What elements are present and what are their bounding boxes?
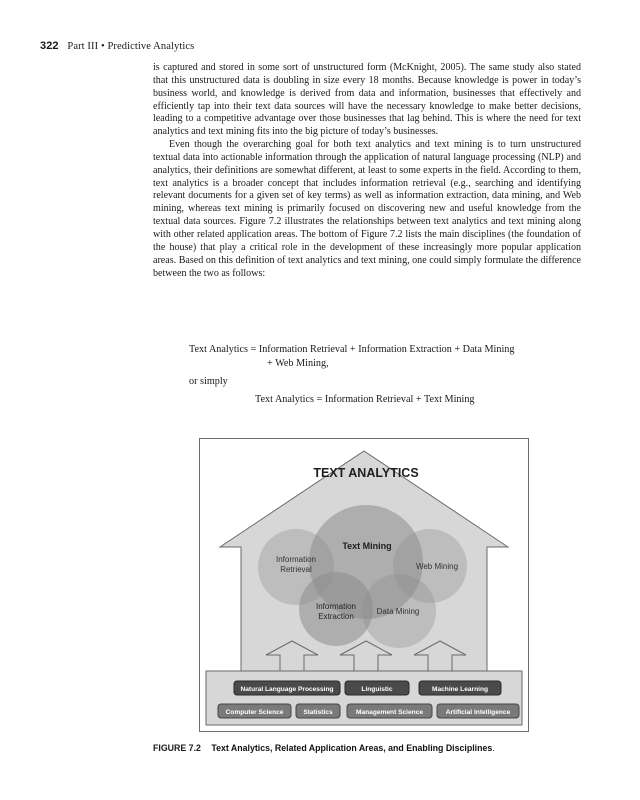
- figure-main-title: TEXT ANALYTICS: [313, 466, 419, 480]
- body-text: [153, 62, 581, 280]
- equation-1-line-1: Text Analytics = Information Retrieval + Information Extraction + Data Mining: [189, 344, 515, 355]
- caption-period: .: [492, 743, 495, 753]
- paragraph-1: is captured and stored in some sort of unstructured form (McKnight, 2005). The same study also stated that this unstructured data is doubling in size every 18 months. Because knowledge is power in today’s business world, and knowledge is derived from data and information, businesses that effectively and efficiently tap into their text data sources will have the necessary knowledge to make better decisions, leading to a competitive advantage over those businesses that lag behind. This is where the need for text analytics and text mining fits into the big picture of today’s businesses.: [153, 62, 581, 138]
- paragraph-2: Even though the overarching goal for both text analytics and text mining is to turn unstructured textual data into actionable information through the application of natural language processing (NLP) and analytics, their definitions are somewhat different, at least to some experts in the field. According to them, text analytics is a broader concept that includes information retrieval (e.g., searching and identifying relevant documents for a given set of key terms) as well as information extraction, data mining, and Web mining, whereas text mining is primarily focused on discovering new and useful knowledge from the textual data sources. Figure 7.2 illustrates the relationships between text analytics and text mining along with other related application areas. The bottom of Figure 7.2 lists the main disciplines (the foundation of the house) that play a critical role in the development of these increasingly more popular application areas. Based on this definition of text analytics and text mining, one could simply formulate the difference between the two as follows:: [153, 139, 581, 279]
- equation-connector: or simply: [189, 376, 228, 387]
- label-information-retrieval-line2: Retrieval: [280, 565, 312, 574]
- figure-caption: [153, 743, 593, 753]
- label-information-extraction-line2: Extraction: [318, 612, 354, 621]
- text-analytics-diagram: [200, 439, 528, 731]
- discipline-computer-science: Computer Science: [225, 709, 284, 716]
- discipline-machine-learning: Machine Learning: [431, 686, 489, 693]
- running-head-text: Part III • Predictive Analytics: [67, 41, 195, 52]
- disciplines-row-2: [218, 704, 519, 718]
- equation-1-line-2: + Web Mining,: [267, 358, 329, 369]
- discipline-artificial-intelligence: Artificial Intelligence: [445, 709, 511, 716]
- label-text-mining: Text Mining: [342, 541, 392, 551]
- figure-title: Text Analytics, Related Application Areas, and Enabling Disciplines: [211, 743, 493, 753]
- discipline-nlp: Natural Language Processing: [240, 686, 334, 693]
- page-number: 322: [40, 40, 59, 52]
- discipline-linguistic: Linguistic: [361, 686, 393, 693]
- figure-7-2: [199, 438, 529, 732]
- discipline-statistics: Statistics: [303, 709, 333, 716]
- support-arrows: [266, 641, 466, 671]
- running-header: [40, 40, 194, 52]
- discipline-management-science: Management Science: [355, 709, 424, 716]
- disciplines-row-1: [234, 681, 501, 695]
- label-data-mining: Data Mining: [376, 607, 420, 616]
- equation-2: Text Analytics = Information Retrieval + Text Mining: [255, 394, 475, 405]
- figure-label: FIGURE 7.2: [153, 743, 201, 753]
- label-information-extraction-line1: Information: [315, 602, 357, 611]
- label-web-mining: Web Mining: [415, 562, 459, 571]
- label-information-retrieval-line1: Information: [275, 555, 317, 564]
